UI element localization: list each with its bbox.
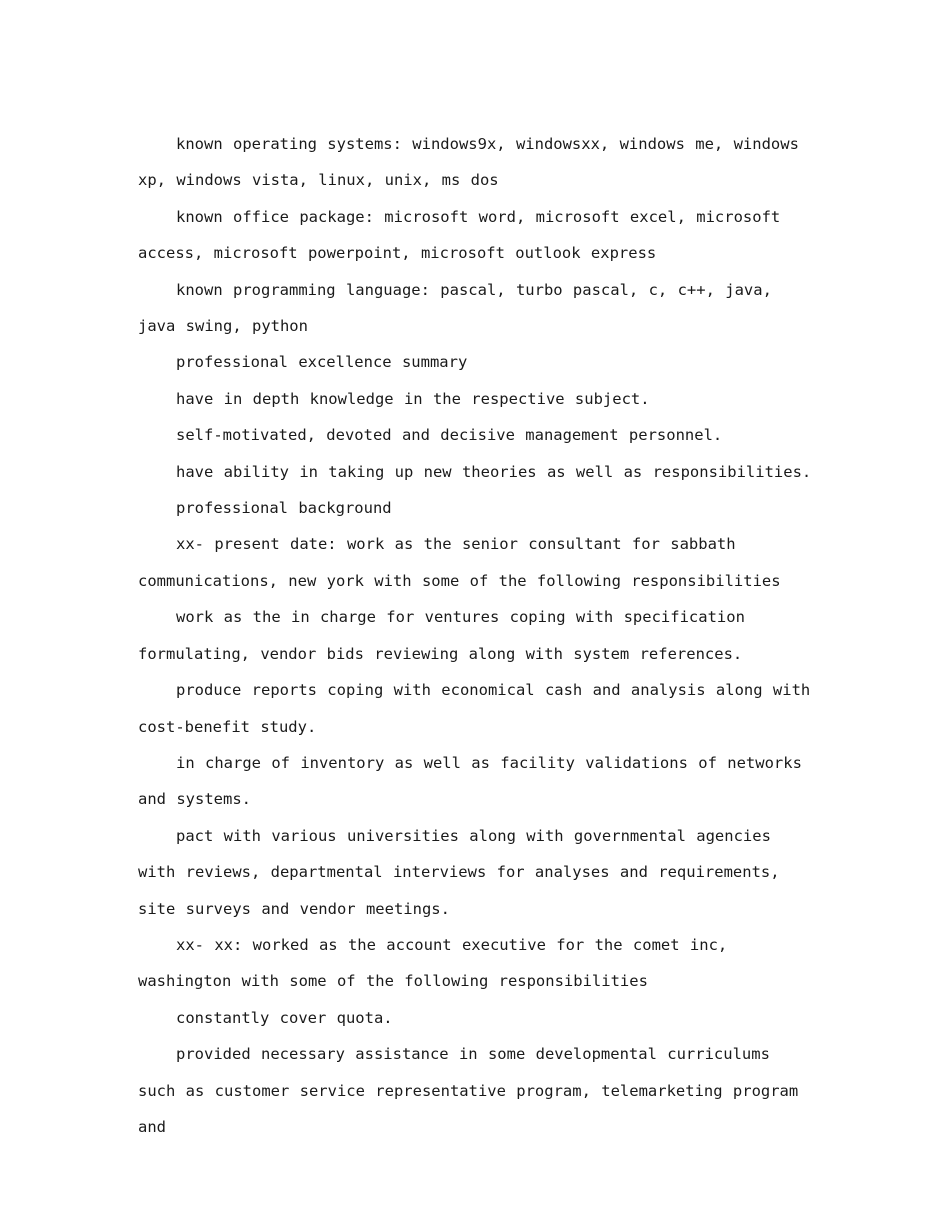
paragraph-account-executive: xx- xx: worked as the account executive for the comet inc, washington with some of the following responsibilities (138, 935, 728, 991)
paragraph-quota: constantly cover quota. (176, 1008, 393, 1027)
document-page (138, 126, 814, 1145)
paragraph-operating-systems: known operating systems: windows9x, windowsxx, windows me, windows xp, windows vista, linux, unix, ms dos (138, 135, 799, 190)
paragraph-ventures: work as the in charge for ventures coping with specification formulating, vendor bids reviewing along with system references. (138, 608, 745, 663)
heading-professional-excellence-summary: professional excellence summary (176, 353, 468, 372)
paragraph-office-package: known office package: microsoft word, microsoft excel, microsoft access, microsoft powerpoint, microsoft outlook express (138, 207, 781, 263)
paragraph-inventory: in charge of inventory as well as facility validations of networks and systems. (138, 753, 802, 809)
paragraph-programming-language: known programming language: pascal, turbo pascal, c, c++, java, java swing, python (138, 280, 772, 336)
paragraph-ability: have ability in taking up new theories as well as responsibilities. (176, 462, 812, 481)
paragraph-self-motivated: self-motivated, devoted and decisive management personnel. (176, 426, 723, 445)
paragraph-reports: produce reports coping with economical cash and analysis along with cost-benefit study. (138, 681, 811, 736)
paragraph-curriculums: provided necessary assistance in some developmental curriculums such as customer service representative program, telemarketing program and (138, 1045, 799, 1136)
paragraph-universities: pact with various universities along with governmental agencies with reviews, departmental interviews for analyses and requirements, site surveys and vendor meetings. (138, 826, 780, 918)
paragraph-knowledge: have in depth knowledge in the respective subject. (176, 389, 650, 408)
paragraph-senior-consultant: xx- present date: work as the senior consultant for sabbath communications, new york with some of the following responsibilities (138, 535, 781, 590)
heading-professional-background: professional background (176, 499, 392, 518)
